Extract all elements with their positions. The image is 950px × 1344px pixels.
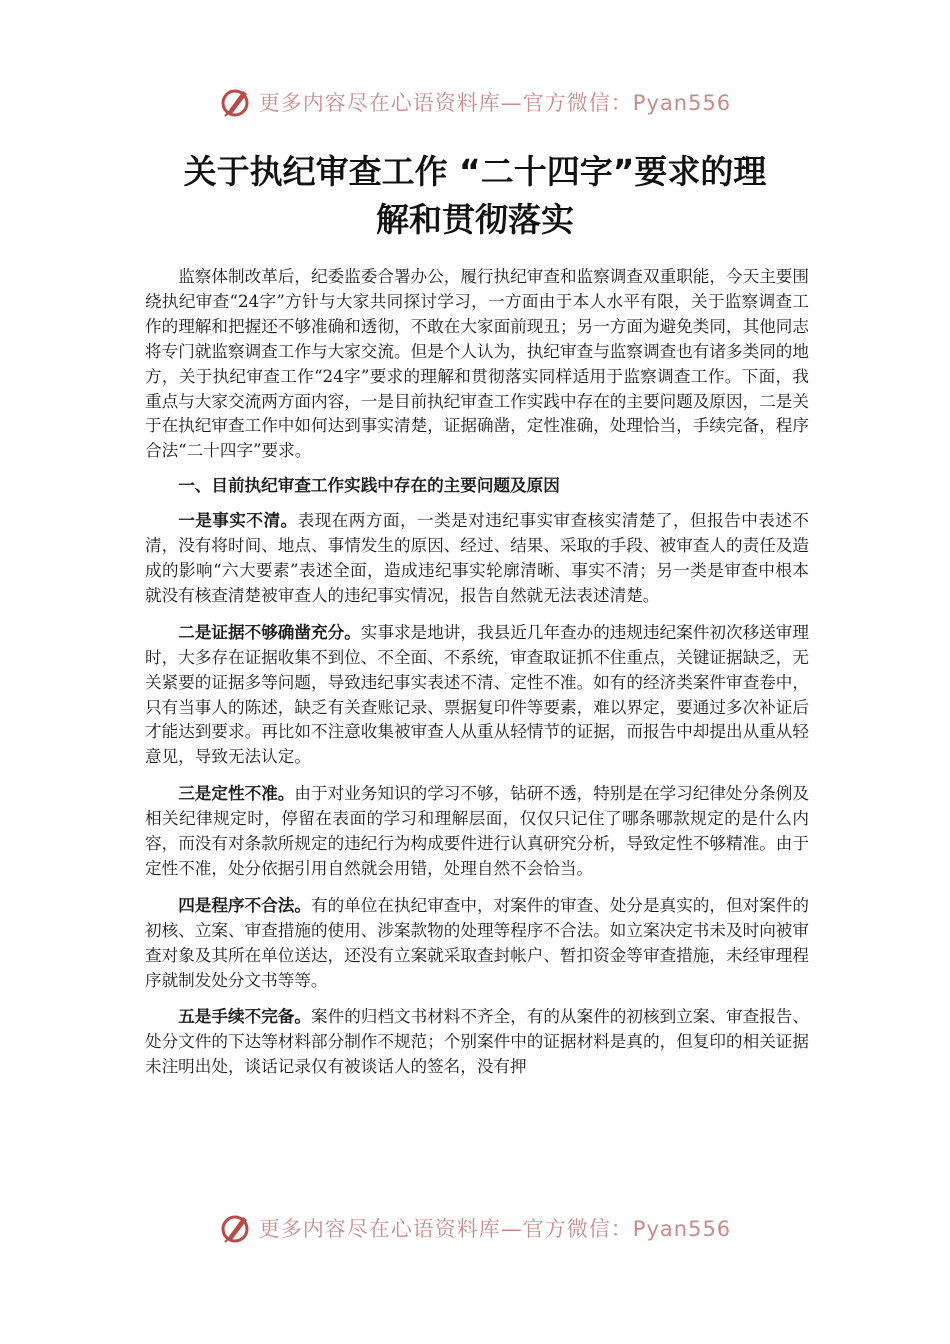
watermark-text: 更多内容尽在心语资料库—官方微信：Pyan556 <box>258 1217 732 1241</box>
document-body <box>145 265 809 1092</box>
watermark-text: 更多内容尽在心语资料库—官方微信：Pyan556 <box>258 91 732 115</box>
watermark-banner-bottom <box>0 1208 950 1248</box>
item-text: 实事求是地讲，我县近几年查办的违规违纪案件初次移送审理时，大多存在证据收集不到位、不全面、不系统，审查取证抓不住重点，关键证据缺乏，无关紧要的证据多等问题，导致违纪事实表述不清、定性不准。如有的经济类案件审查卷中，只有当事人的陈述，缺乏有关查账记录、票据复印件等要素，难以界定，要通过多次补证后才能达到要求。再比如不注意收集被审查人从重从轻情节的证据，而报告中却提出从重从轻意见，导致无法认定。 <box>145 622 810 767</box>
list-item <box>145 1005 809 1080</box>
brush-pen-logo-icon <box>219 85 253 119</box>
item-lead: 三是定性不准。 <box>178 784 295 804</box>
item-lead: 二是证据不够确凿充分。 <box>178 622 361 642</box>
list-item <box>145 509 809 609</box>
item-lead: 四是程序不合法。 <box>178 895 311 915</box>
item-lead: 五是手续不完备。 <box>178 1007 311 1027</box>
item-text: 有的单位在执纪审查中，对案件的审查、处分是真实的，但对案件的初核、立案、审查措施的使用、涉案款物的处理等程序不合法。如立案决定书未及时向被审查对象及其所在单位送达，还没有立案就采取查封帐户、暂扣资金等审查措施，未经审理程序就制发处分文书等等。 <box>145 895 810 990</box>
title-line-1: 关于执纪审查工作 “二十四字”要求的理 <box>183 152 767 191</box>
title-line-2: 解和贯彻落实 <box>376 200 574 239</box>
watermark-banner-top <box>0 82 950 122</box>
list-item <box>145 894 809 994</box>
brush-pen-logo-icon <box>219 1211 253 1245</box>
item-text: 由于对业务知识的学习不够，钻研不透，特别是在学习纪律处分条例及相关纪律规定时，停留在表面的学习和理解层面，仅仅只记住了哪条哪款规定的是什么内容，而没有对条款所规定的违纪行为构成要件进行认真研究分析，导致定性不够精准。由于定性不准，处分依据引用自然就会用错，处理自然不会恰当。 <box>145 784 809 878</box>
item-text: 表现在两方面，一类是对违纪事实审查核实清楚了，但报告中表述不清，没有将时间、地点、事情发生的原因、经过、结果、采取的手段、被审查人的责任及造成的影响“六大要素”表述全面，造成违纪事实轮廓清晰、事实不清；另一类是审查中根本就没有核查清楚被审查人的违纪事实情况，报告自然就无法表述清楚。 <box>145 511 810 605</box>
intro-paragraph: 监察体制改革后，纪委监委合署办公，履行执纪审查和监察调查双重职能，今天主要围绕执纪审查“24字”方针与大家共同探讨学习，一方面由于本人水平有限，关于监察调查工作的理解和把握还不够准确和透彻，不敢在大家面前现丑；另一方面为避免类同，其他同志将专门就监察调查工作与大家交流。但是个人认为，执纪审查与监察调查也有诸多类同的地方，关于执纪审查工作“24字”要求的理解和贯彻落实同样适用于监察调查工作。下面，我重点与大家交流两方面内容，一是目前执纪审查工作实践中存在的主要问题及原因，二是关于在执纪审查工作中如何达到事实清楚，证据确凿，定性准确，处理恰当，手续完备，程序合法“二十四字”要求。 <box>145 267 809 461</box>
item-lead: 一是事实不清。 <box>178 511 298 531</box>
section-heading: 一、目前执纪审查工作实践中存在的主要问题及原因 <box>178 476 560 496</box>
list-item <box>145 782 809 882</box>
document-title <box>120 148 830 244</box>
list-item <box>145 621 809 770</box>
item-text: 案件的归档文书材料不齐全，有的从案件的初核到立案、审查报告、处分文件的下达等材料部分制作不规范；个别案件中的证据材料是真的，但复印的相关证据未注明出处，谈话记录仅有被谈话人的签名，没有押 <box>145 1007 810 1077</box>
